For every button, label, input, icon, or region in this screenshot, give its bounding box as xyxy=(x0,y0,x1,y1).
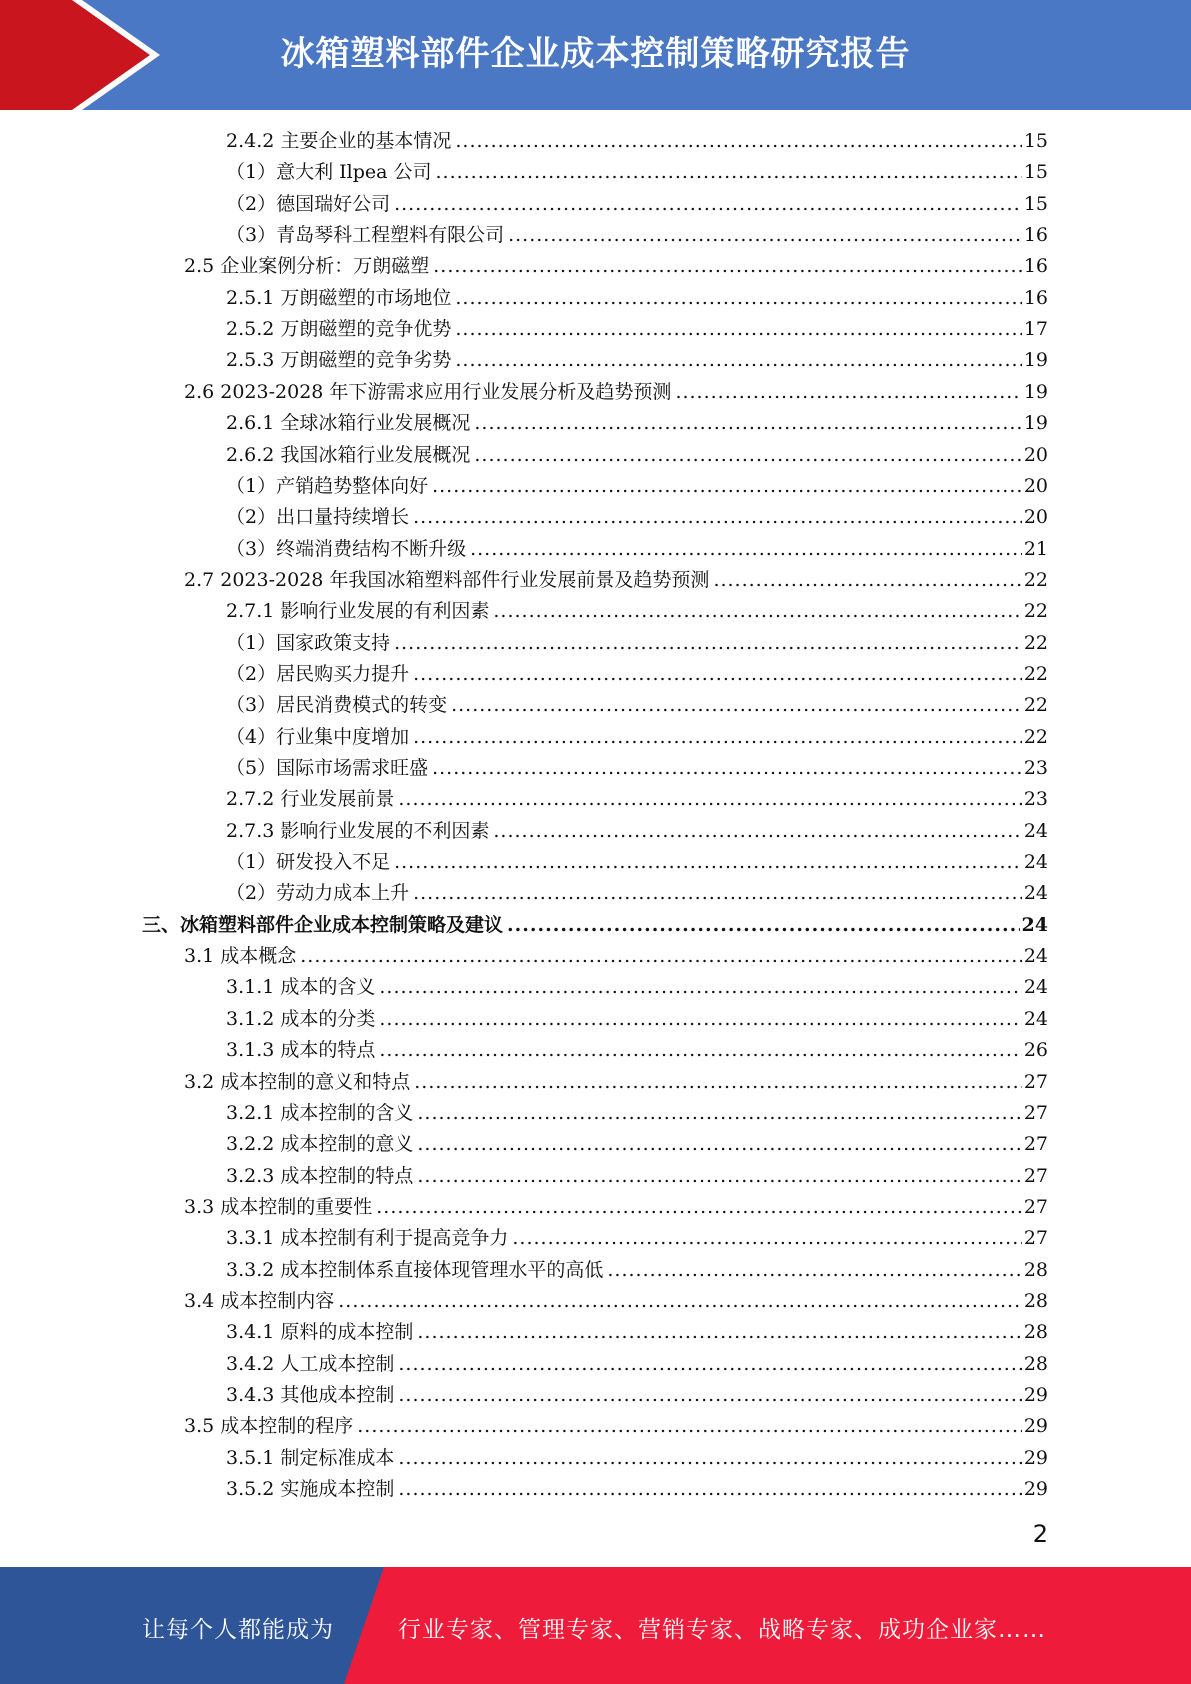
toc-entry-title: （2）出口量持续增长 xyxy=(226,506,410,529)
toc-dot-leader xyxy=(394,628,1022,659)
toc-entry-title: （2）德国瑞好公司 xyxy=(226,192,391,215)
toc-entry[interactable] xyxy=(226,534,1048,565)
toc-entry[interactable] xyxy=(226,189,1048,220)
toc-entry-title: （1）研发投入不足 xyxy=(226,851,391,874)
toc-entry-page: 24 xyxy=(1023,882,1048,905)
toc-dot-leader xyxy=(417,1098,1021,1129)
toc-entry[interactable] xyxy=(226,1255,1048,1286)
toc-entry-page: 29 xyxy=(1023,1478,1048,1501)
toc-entry-page: 20 xyxy=(1023,443,1048,466)
toc-entry[interactable] xyxy=(226,847,1048,878)
toc-entry[interactable] xyxy=(226,1004,1048,1035)
toc-entry-title: 2.6.2 我国冰箱行业发展概况 xyxy=(226,443,471,466)
toc-entry-title: 3.5 成本控制的程序 xyxy=(184,1415,354,1438)
toc-entry-page: 21 xyxy=(1023,537,1048,560)
toc-entry-title: 3.4.2 人工成本控制 xyxy=(226,1352,395,1375)
toc-dot-leader xyxy=(357,1411,1022,1442)
toc-entry-page: 28 xyxy=(1023,1352,1048,1375)
toc-dot-leader xyxy=(338,1286,1022,1317)
toc-entry[interactable] xyxy=(226,157,1048,188)
toc-entry-page: 20 xyxy=(1023,474,1048,497)
toc-entry-page: 29 xyxy=(1023,1446,1048,1469)
toc-dot-leader xyxy=(413,722,1022,753)
toc-entry-page: 24 xyxy=(1021,913,1048,936)
toc-entry-title: 3.2.1 成本控制的含义 xyxy=(226,1101,414,1124)
toc-entry-page: 16 xyxy=(1023,224,1048,247)
report-title: 冰箱塑料部件企业成本控制策略研究报告 xyxy=(280,34,911,74)
toc-entry[interactable] xyxy=(226,220,1048,251)
toc-entry-page: 28 xyxy=(1023,1258,1048,1281)
toc-entry[interactable] xyxy=(226,345,1048,376)
toc-entry-title: （3）青岛琴科工程塑料有限公司 xyxy=(226,224,505,247)
toc-entry[interactable] xyxy=(226,628,1048,659)
toc-entry[interactable] xyxy=(184,1067,1048,1098)
toc-entry[interactable] xyxy=(226,1161,1048,1192)
toc-entry[interactable] xyxy=(226,753,1048,784)
toc-entry[interactable] xyxy=(226,440,1048,471)
toc-dot-leader xyxy=(398,1380,1021,1411)
toc-entry-title: （4）行业集中度增加 xyxy=(226,725,410,748)
toc-entry-page: 27 xyxy=(1023,1164,1048,1187)
toc-entry-page: 27 xyxy=(1023,1101,1048,1124)
toc-entry[interactable] xyxy=(226,1035,1048,1066)
toc-entry-title: 3.3.1 成本控制有利于提高竞争力 xyxy=(226,1227,509,1250)
toc-dot-leader xyxy=(435,157,1021,188)
toc-entry[interactable] xyxy=(184,565,1048,596)
toc-entry-title: 3.1.3 成本的特点 xyxy=(226,1039,376,1062)
toc-entry-title: 3.1 成本概念 xyxy=(184,945,297,968)
toc-entry-title: 3.2 成本控制的意义和特点 xyxy=(184,1070,411,1093)
toc-entry[interactable] xyxy=(226,471,1048,502)
toc-entry-title: 2.5 企业案例分析：万朗磁塑 xyxy=(184,255,430,278)
toc-dot-leader xyxy=(432,753,1022,784)
toc-entry[interactable] xyxy=(184,251,1048,282)
toc-entry-title: 3.2.3 成本控制的特点 xyxy=(226,1164,414,1187)
toc-entry-page: 24 xyxy=(1023,945,1048,968)
toc-entry-page: 22 xyxy=(1023,694,1048,717)
toc-entry[interactable] xyxy=(226,1349,1048,1380)
toc-entry-title: 3.1.1 成本的含义 xyxy=(226,976,376,999)
toc-entry-page: 19 xyxy=(1023,349,1048,372)
toc-entry[interactable] xyxy=(226,596,1048,627)
toc-entry-page: 19 xyxy=(1023,380,1048,403)
toc-entry-page: 16 xyxy=(1023,255,1048,278)
toc-entry[interactable] xyxy=(226,1380,1048,1411)
toc-dot-leader xyxy=(413,502,1022,533)
toc-entry-page: 22 xyxy=(1023,662,1048,685)
toc-entry[interactable] xyxy=(226,283,1048,314)
toc-entry-page: 29 xyxy=(1023,1384,1048,1406)
toc-entry[interactable] xyxy=(226,722,1048,753)
toc-entry-page: 22 xyxy=(1023,725,1048,748)
toc-entry[interactable] xyxy=(226,314,1048,345)
toc-dot-leader xyxy=(398,784,1021,815)
toc-dot-leader xyxy=(455,283,1021,314)
toc-entry-title: 3.4 成本控制内容 xyxy=(184,1289,335,1312)
toc-entry-title: （1）意大利 Ilpea 公司 xyxy=(226,161,432,184)
toc-entry[interactable] xyxy=(142,910,1048,941)
toc-dot-leader xyxy=(433,251,1022,282)
toc-dot-leader xyxy=(417,1129,1021,1160)
toc-entry-title: （3）居民消费模式的转变 xyxy=(226,694,448,717)
toc-dot-leader xyxy=(379,972,1021,1003)
toc-entry-page: 28 xyxy=(1023,1321,1048,1344)
page-footer xyxy=(0,1567,1191,1684)
toc-entry-page: 24 xyxy=(1023,976,1048,999)
toc-entry-page: 29 xyxy=(1023,1415,1048,1438)
toc-dot-leader xyxy=(394,847,1022,878)
toc-entry-title: 3.5.2 实施成本控制 xyxy=(226,1478,395,1501)
toc-entry-page: 23 xyxy=(1023,788,1048,811)
toc-entry[interactable] xyxy=(184,1286,1048,1317)
toc-entry-title: 2.5.2 万朗磁塑的竞争优势 xyxy=(226,318,452,341)
toc-dot-leader xyxy=(398,1443,1021,1474)
toc-entry-title: 3.5.1 制定标准成本 xyxy=(226,1446,395,1469)
toc-entry-title: 2.6 2023-2028 年下游需求应用行业发展分析及趋势预测 xyxy=(184,380,672,403)
toc-dot-leader xyxy=(474,440,1021,471)
toc-entry-title: （2）劳动力成本上升 xyxy=(226,882,410,905)
toc-dot-leader xyxy=(432,471,1022,502)
toc-entry-page: 27 xyxy=(1023,1227,1048,1250)
toc-entry-title: 3.4.1 原料的成本控制 xyxy=(226,1321,414,1344)
toc-entry[interactable] xyxy=(226,659,1048,690)
toc-dot-leader xyxy=(493,816,1021,847)
toc-entry-title: 3.4.3 其他成本控制 xyxy=(226,1384,395,1406)
toc-entry-title: 2.6.1 全球冰箱行业发展概况 xyxy=(226,412,471,435)
toc-dot-leader xyxy=(398,1474,1021,1505)
toc-entry-title: 2.7 2023-2028 年我国冰箱塑料部件行业发展前景及趋势预测 xyxy=(184,568,710,591)
toc-entry-page: 22 xyxy=(1023,600,1048,623)
toc-entry[interactable] xyxy=(226,972,1048,1003)
toc-dot-leader xyxy=(474,408,1021,439)
toc-dot-leader xyxy=(417,1317,1021,1348)
toc-entry-page: 27 xyxy=(1023,1070,1048,1093)
toc-dot-leader xyxy=(379,1035,1021,1066)
toc-dot-leader xyxy=(376,1192,1022,1223)
toc-dot-leader xyxy=(607,1255,1021,1286)
toc-entry[interactable] xyxy=(226,1317,1048,1348)
toc-entry-page: 28 xyxy=(1023,1289,1048,1312)
toc-entry-page: 24 xyxy=(1023,1007,1048,1030)
toc-dot-leader xyxy=(455,126,1021,157)
toc-dot-leader xyxy=(512,1223,1021,1254)
toc-entry-title: （2）居民购买力提升 xyxy=(226,662,410,685)
page-header xyxy=(0,0,1191,110)
toc-entry[interactable] xyxy=(226,878,1048,909)
toc-entry-title: （3）终端消费结构不断升级 xyxy=(226,537,467,560)
toc-entry[interactable] xyxy=(184,941,1048,972)
toc-entry-title: 2.7.3 影响行业发展的不利因素 xyxy=(226,819,490,842)
toc-entry-title: （5）国际市场需求旺盛 xyxy=(226,757,429,779)
toc-entry-page: 17 xyxy=(1023,318,1048,341)
toc-dot-leader xyxy=(413,659,1022,690)
toc-entry[interactable] xyxy=(226,502,1048,533)
toc-entry[interactable] xyxy=(184,377,1048,408)
footer-slogan-left: 让每个人都能成为 xyxy=(142,1617,334,1643)
toc-entry-page: 22 xyxy=(1023,568,1048,591)
toc-entry-page: 27 xyxy=(1023,1195,1048,1218)
toc-entry-page: 22 xyxy=(1023,631,1048,654)
toc-entry-title: 三、冰箱塑料部件企业成本控制策略及建议 xyxy=(142,913,504,936)
toc-entry-page: 15 xyxy=(1023,161,1048,184)
toc-entry-page: 24 xyxy=(1023,851,1048,874)
toc-entry-title: 2.7.2 行业发展前景 xyxy=(226,788,395,811)
toc-dot-leader xyxy=(413,878,1022,909)
toc-dot-leader xyxy=(414,1067,1022,1098)
toc-dot-leader xyxy=(379,1004,1021,1035)
toc-entry-page: 24 xyxy=(1023,819,1048,842)
toc-dot-leader xyxy=(675,377,1021,408)
toc-entry[interactable] xyxy=(226,1223,1048,1254)
toc-dot-leader xyxy=(451,690,1022,721)
toc-dot-leader xyxy=(398,1349,1021,1380)
toc-entry-title: （1）国家政策支持 xyxy=(226,631,391,654)
toc-entry-title: 2.7.1 影响行业发展的有利因素 xyxy=(226,600,490,623)
toc-entry-page: 27 xyxy=(1023,1133,1048,1156)
toc-entry-title: 3.2.2 成本控制的意义 xyxy=(226,1133,414,1156)
toc-entry[interactable] xyxy=(226,126,1048,157)
toc-dot-leader xyxy=(470,534,1022,565)
toc-entry-title: （1）产销趋势整体向好 xyxy=(226,474,429,497)
toc-entry-page: 15 xyxy=(1023,192,1048,215)
footer-slogan-right: 行业专家、管理专家、营销专家、战略专家、成功企业家…… xyxy=(398,1617,1046,1643)
toc-entry-title: 2.4.2 主要企业的基本情况 xyxy=(226,130,452,152)
toc-dot-leader xyxy=(507,910,1020,941)
toc-dot-leader xyxy=(300,941,1022,972)
toc-dot-leader xyxy=(394,189,1022,220)
toc-entry-title: 3.3 成本控制的重要性 xyxy=(184,1195,373,1218)
toc-entry[interactable] xyxy=(226,816,1048,847)
toc-entry[interactable] xyxy=(226,1443,1048,1474)
toc-dot-leader xyxy=(417,1161,1021,1192)
toc-entry[interactable] xyxy=(226,408,1048,439)
toc-dot-leader xyxy=(508,220,1022,251)
toc-dot-leader xyxy=(713,565,1021,596)
page-number: 2 xyxy=(1032,1520,1048,1548)
toc-entry-page: 15 xyxy=(1023,130,1048,152)
toc-entry-page: 23 xyxy=(1023,757,1048,779)
toc-entry[interactable] xyxy=(226,1098,1048,1129)
toc-entry-title: 3.3.2 成本控制体系直接体现管理水平的高低 xyxy=(226,1258,604,1281)
toc-dot-leader xyxy=(455,314,1021,345)
toc-entry-page: 20 xyxy=(1023,506,1048,529)
toc-entry-page: 26 xyxy=(1023,1039,1048,1062)
toc-entry-title: 2.5.1 万朗磁塑的市场地位 xyxy=(226,286,452,309)
toc-dot-leader xyxy=(455,345,1021,376)
toc-entry-title: 2.5.3 万朗磁塑的竞争劣势 xyxy=(226,349,452,372)
toc-entry-page: 19 xyxy=(1023,412,1048,435)
toc-entry[interactable] xyxy=(226,690,1048,721)
toc-entry[interactable] xyxy=(226,1474,1048,1505)
toc-entry[interactable] xyxy=(226,784,1048,815)
toc-entry[interactable] xyxy=(226,1129,1048,1160)
toc-entry-page: 16 xyxy=(1023,286,1048,309)
toc-dot-leader xyxy=(493,596,1021,627)
toc-entry[interactable] xyxy=(184,1411,1048,1442)
toc-entry[interactable] xyxy=(184,1192,1048,1223)
toc-entry-title: 3.1.2 成本的分类 xyxy=(226,1007,376,1030)
